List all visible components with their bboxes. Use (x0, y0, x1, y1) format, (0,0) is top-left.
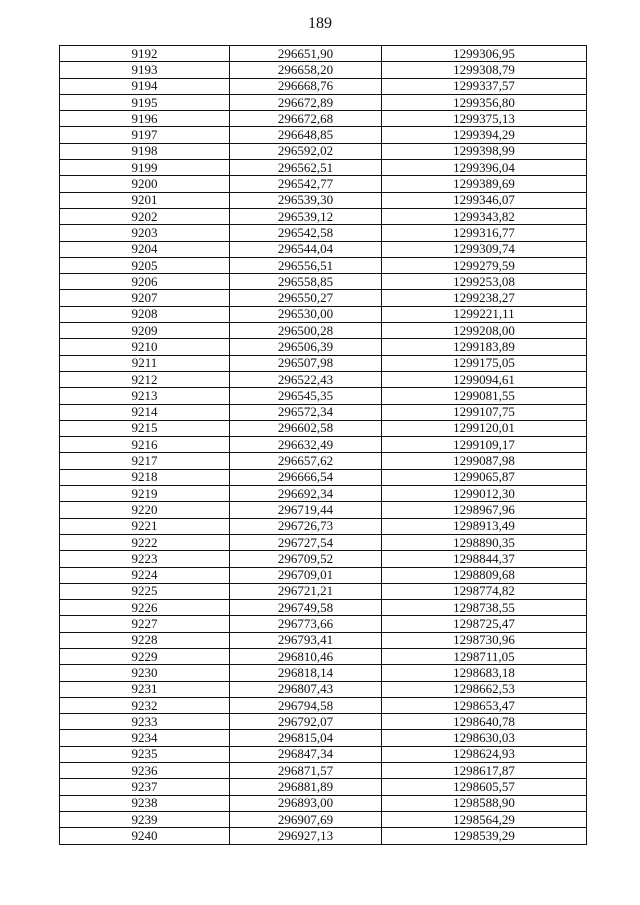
x-coordinate-cell: 296810,46 (230, 648, 382, 664)
point-number-cell: 9195 (60, 94, 230, 110)
x-coordinate-cell: 296539,30 (230, 192, 382, 208)
x-coordinate-cell: 296544,04 (230, 241, 382, 257)
x-coordinate-cell: 296907,69 (230, 811, 382, 827)
y-coordinate-cell: 1298640,78 (382, 714, 587, 730)
x-coordinate-cell: 296522,43 (230, 371, 382, 387)
x-coordinate-cell: 296927,13 (230, 828, 382, 844)
point-number-cell: 9239 (60, 811, 230, 827)
y-coordinate-cell: 1299394,29 (382, 127, 587, 143)
point-number-cell: 9204 (60, 241, 230, 257)
point-number-cell: 9217 (60, 453, 230, 469)
table-row (60, 241, 587, 257)
x-coordinate-cell: 296648,85 (230, 127, 382, 143)
table-row (60, 730, 587, 746)
table-row (60, 437, 587, 453)
y-coordinate-cell: 1298738,55 (382, 600, 587, 616)
x-coordinate-cell: 296592,02 (230, 143, 382, 159)
x-coordinate-cell: 296773,66 (230, 616, 382, 632)
table-row (60, 62, 587, 78)
point-number-cell: 9193 (60, 62, 230, 78)
x-coordinate-cell: 296727,54 (230, 534, 382, 550)
table-row (60, 551, 587, 567)
y-coordinate-cell: 1298588,90 (382, 795, 587, 811)
point-number-cell: 9236 (60, 763, 230, 779)
point-number-cell: 9230 (60, 665, 230, 681)
page-number: 189 (308, 15, 332, 32)
y-coordinate-cell: 1299343,82 (382, 208, 587, 224)
point-number-cell: 9198 (60, 143, 230, 159)
table-row (60, 697, 587, 713)
x-coordinate-cell: 296692,34 (230, 486, 382, 502)
point-number-cell: 9225 (60, 583, 230, 599)
y-coordinate-cell: 1299175,05 (382, 355, 587, 371)
x-coordinate-cell: 296666,54 (230, 469, 382, 485)
y-coordinate-cell: 1298605,57 (382, 779, 587, 795)
x-coordinate-cell: 296632,49 (230, 437, 382, 453)
x-coordinate-cell: 296550,27 (230, 290, 382, 306)
point-number-cell: 9192 (60, 46, 230, 62)
table-row (60, 779, 587, 795)
point-number-cell: 9233 (60, 714, 230, 730)
x-coordinate-cell: 296818,14 (230, 665, 382, 681)
table-row (60, 257, 587, 273)
x-coordinate-cell: 296749,58 (230, 600, 382, 616)
table-row (60, 714, 587, 730)
table-row (60, 583, 587, 599)
y-coordinate-cell: 1298711,05 (382, 648, 587, 664)
coordinates-table-body (60, 46, 587, 845)
table-row (60, 486, 587, 502)
table-row (60, 502, 587, 518)
x-coordinate-cell: 296793,41 (230, 632, 382, 648)
point-number-cell: 9210 (60, 339, 230, 355)
x-coordinate-cell: 296558,85 (230, 274, 382, 290)
y-coordinate-cell: 1299109,17 (382, 437, 587, 453)
table-row (60, 600, 587, 616)
y-coordinate-cell: 1299279,59 (382, 257, 587, 273)
y-coordinate-cell: 1299253,08 (382, 274, 587, 290)
table-row (60, 420, 587, 436)
x-coordinate-cell: 296847,34 (230, 746, 382, 762)
point-number-cell: 9229 (60, 648, 230, 664)
x-coordinate-cell: 296871,57 (230, 763, 382, 779)
point-number-cell: 9222 (60, 534, 230, 550)
table-row (60, 208, 587, 224)
y-coordinate-cell: 1299107,75 (382, 404, 587, 420)
table-row (60, 225, 587, 241)
point-number-cell: 9232 (60, 697, 230, 713)
point-number-cell: 9213 (60, 388, 230, 404)
y-coordinate-cell: 1299306,95 (382, 46, 587, 62)
table-row (60, 828, 587, 844)
y-coordinate-cell: 1298630,03 (382, 730, 587, 746)
table-row (60, 274, 587, 290)
y-coordinate-cell: 1298617,87 (382, 763, 587, 779)
table-row (60, 306, 587, 322)
point-number-cell: 9240 (60, 828, 230, 844)
table-row (60, 746, 587, 762)
y-coordinate-cell: 1298730,96 (382, 632, 587, 648)
y-coordinate-cell: 1298662,53 (382, 681, 587, 697)
point-number-cell: 9219 (60, 486, 230, 502)
point-number-cell: 9206 (60, 274, 230, 290)
table-row (60, 339, 587, 355)
table-row (60, 290, 587, 306)
y-coordinate-cell: 1299221,11 (382, 306, 587, 322)
point-number-cell: 9221 (60, 518, 230, 534)
table-row (60, 192, 587, 208)
table-row (60, 46, 587, 62)
x-coordinate-cell: 296709,01 (230, 567, 382, 583)
y-coordinate-cell: 1299183,89 (382, 339, 587, 355)
table-row (60, 534, 587, 550)
x-coordinate-cell: 296657,62 (230, 453, 382, 469)
y-coordinate-cell: 1298653,47 (382, 697, 587, 713)
x-coordinate-cell: 296658,20 (230, 62, 382, 78)
y-coordinate-cell: 1299081,55 (382, 388, 587, 404)
point-number-cell: 9237 (60, 779, 230, 795)
point-number-cell: 9211 (60, 355, 230, 371)
y-coordinate-cell: 1298683,18 (382, 665, 587, 681)
table-row (60, 811, 587, 827)
table-row (60, 795, 587, 811)
y-coordinate-cell: 1299396,04 (382, 160, 587, 176)
point-number-cell: 9209 (60, 323, 230, 339)
y-coordinate-cell: 1298890,35 (382, 534, 587, 550)
point-number-cell: 9203 (60, 225, 230, 241)
x-coordinate-cell: 296893,00 (230, 795, 382, 811)
point-number-cell: 9215 (60, 420, 230, 436)
x-coordinate-cell: 296500,28 (230, 323, 382, 339)
table-row (60, 518, 587, 534)
point-number-cell: 9200 (60, 176, 230, 192)
x-coordinate-cell: 296545,35 (230, 388, 382, 404)
y-coordinate-cell: 1298844,37 (382, 551, 587, 567)
y-coordinate-cell: 1299398,99 (382, 143, 587, 159)
point-number-cell: 9214 (60, 404, 230, 420)
y-coordinate-cell: 1299120,01 (382, 420, 587, 436)
y-coordinate-cell: 1298774,82 (382, 583, 587, 599)
table-row (60, 111, 587, 127)
x-coordinate-cell: 296542,77 (230, 176, 382, 192)
x-coordinate-cell: 296719,44 (230, 502, 382, 518)
point-number-cell: 9199 (60, 160, 230, 176)
y-coordinate-cell: 1298967,96 (382, 502, 587, 518)
table-row (60, 632, 587, 648)
point-number-cell: 9208 (60, 306, 230, 322)
x-coordinate-cell: 296542,58 (230, 225, 382, 241)
table-row (60, 648, 587, 664)
table-row (60, 355, 587, 371)
point-number-cell: 9205 (60, 257, 230, 273)
point-number-cell: 9226 (60, 600, 230, 616)
y-coordinate-cell: 1298913,49 (382, 518, 587, 534)
table-row (60, 160, 587, 176)
y-coordinate-cell: 1299337,57 (382, 78, 587, 94)
table-row (60, 323, 587, 339)
x-coordinate-cell: 296792,07 (230, 714, 382, 730)
point-number-cell: 9194 (60, 78, 230, 94)
point-number-cell: 9218 (60, 469, 230, 485)
y-coordinate-cell: 1298564,29 (382, 811, 587, 827)
table-row (60, 388, 587, 404)
point-number-cell: 9228 (60, 632, 230, 648)
coordinates-table (59, 45, 587, 845)
table-row (60, 469, 587, 485)
x-coordinate-cell: 296794,58 (230, 697, 382, 713)
table-row (60, 681, 587, 697)
y-coordinate-cell: 1299308,79 (382, 62, 587, 78)
x-coordinate-cell: 296651,90 (230, 46, 382, 62)
y-coordinate-cell: 1299316,77 (382, 225, 587, 241)
y-coordinate-cell: 1299012,30 (382, 486, 587, 502)
table-row (60, 616, 587, 632)
point-number-cell: 9196 (60, 111, 230, 127)
point-number-cell: 9234 (60, 730, 230, 746)
table-row (60, 143, 587, 159)
y-coordinate-cell: 1299375,13 (382, 111, 587, 127)
x-coordinate-cell: 296539,12 (230, 208, 382, 224)
point-number-cell: 9202 (60, 208, 230, 224)
y-coordinate-cell: 1298809,68 (382, 567, 587, 583)
point-number-cell: 9220 (60, 502, 230, 518)
table-row (60, 665, 587, 681)
table-row (60, 127, 587, 143)
point-number-cell: 9207 (60, 290, 230, 306)
table-row (60, 567, 587, 583)
x-coordinate-cell: 296672,89 (230, 94, 382, 110)
y-coordinate-cell: 1299238,27 (382, 290, 587, 306)
x-coordinate-cell: 296506,39 (230, 339, 382, 355)
table-row (60, 371, 587, 387)
x-coordinate-cell: 296807,43 (230, 681, 382, 697)
point-number-cell: 9201 (60, 192, 230, 208)
y-coordinate-cell: 1298725,47 (382, 616, 587, 632)
point-number-cell: 9231 (60, 681, 230, 697)
y-coordinate-cell: 1299094,61 (382, 371, 587, 387)
x-coordinate-cell: 296572,34 (230, 404, 382, 420)
point-number-cell: 9238 (60, 795, 230, 811)
table-row (60, 94, 587, 110)
point-number-cell: 9197 (60, 127, 230, 143)
x-coordinate-cell: 296709,52 (230, 551, 382, 567)
point-number-cell: 9227 (60, 616, 230, 632)
table-row (60, 78, 587, 94)
point-number-cell: 9216 (60, 437, 230, 453)
table-row (60, 176, 587, 192)
y-coordinate-cell: 1299208,00 (382, 323, 587, 339)
x-coordinate-cell: 296562,51 (230, 160, 382, 176)
x-coordinate-cell: 296602,58 (230, 420, 382, 436)
y-coordinate-cell: 1299356,80 (382, 94, 587, 110)
y-coordinate-cell: 1299389,69 (382, 176, 587, 192)
x-coordinate-cell: 296721,21 (230, 583, 382, 599)
point-number-cell: 9223 (60, 551, 230, 567)
y-coordinate-cell: 1298624,93 (382, 746, 587, 762)
x-coordinate-cell: 296815,04 (230, 730, 382, 746)
y-coordinate-cell: 1299065,87 (382, 469, 587, 485)
x-coordinate-cell: 296672,68 (230, 111, 382, 127)
y-coordinate-cell: 1299087,98 (382, 453, 587, 469)
x-coordinate-cell: 296530,00 (230, 306, 382, 322)
y-coordinate-cell: 1298539,29 (382, 828, 587, 844)
x-coordinate-cell: 296881,89 (230, 779, 382, 795)
x-coordinate-cell: 296507,98 (230, 355, 382, 371)
y-coordinate-cell: 1299346,07 (382, 192, 587, 208)
point-number-cell: 9224 (60, 567, 230, 583)
x-coordinate-cell: 296668,76 (230, 78, 382, 94)
table-row (60, 453, 587, 469)
y-coordinate-cell: 1299309,74 (382, 241, 587, 257)
table-row (60, 404, 587, 420)
x-coordinate-cell: 296556,51 (230, 257, 382, 273)
point-number-cell: 9212 (60, 371, 230, 387)
table-row (60, 763, 587, 779)
point-number-cell: 9235 (60, 746, 230, 762)
x-coordinate-cell: 296726,73 (230, 518, 382, 534)
